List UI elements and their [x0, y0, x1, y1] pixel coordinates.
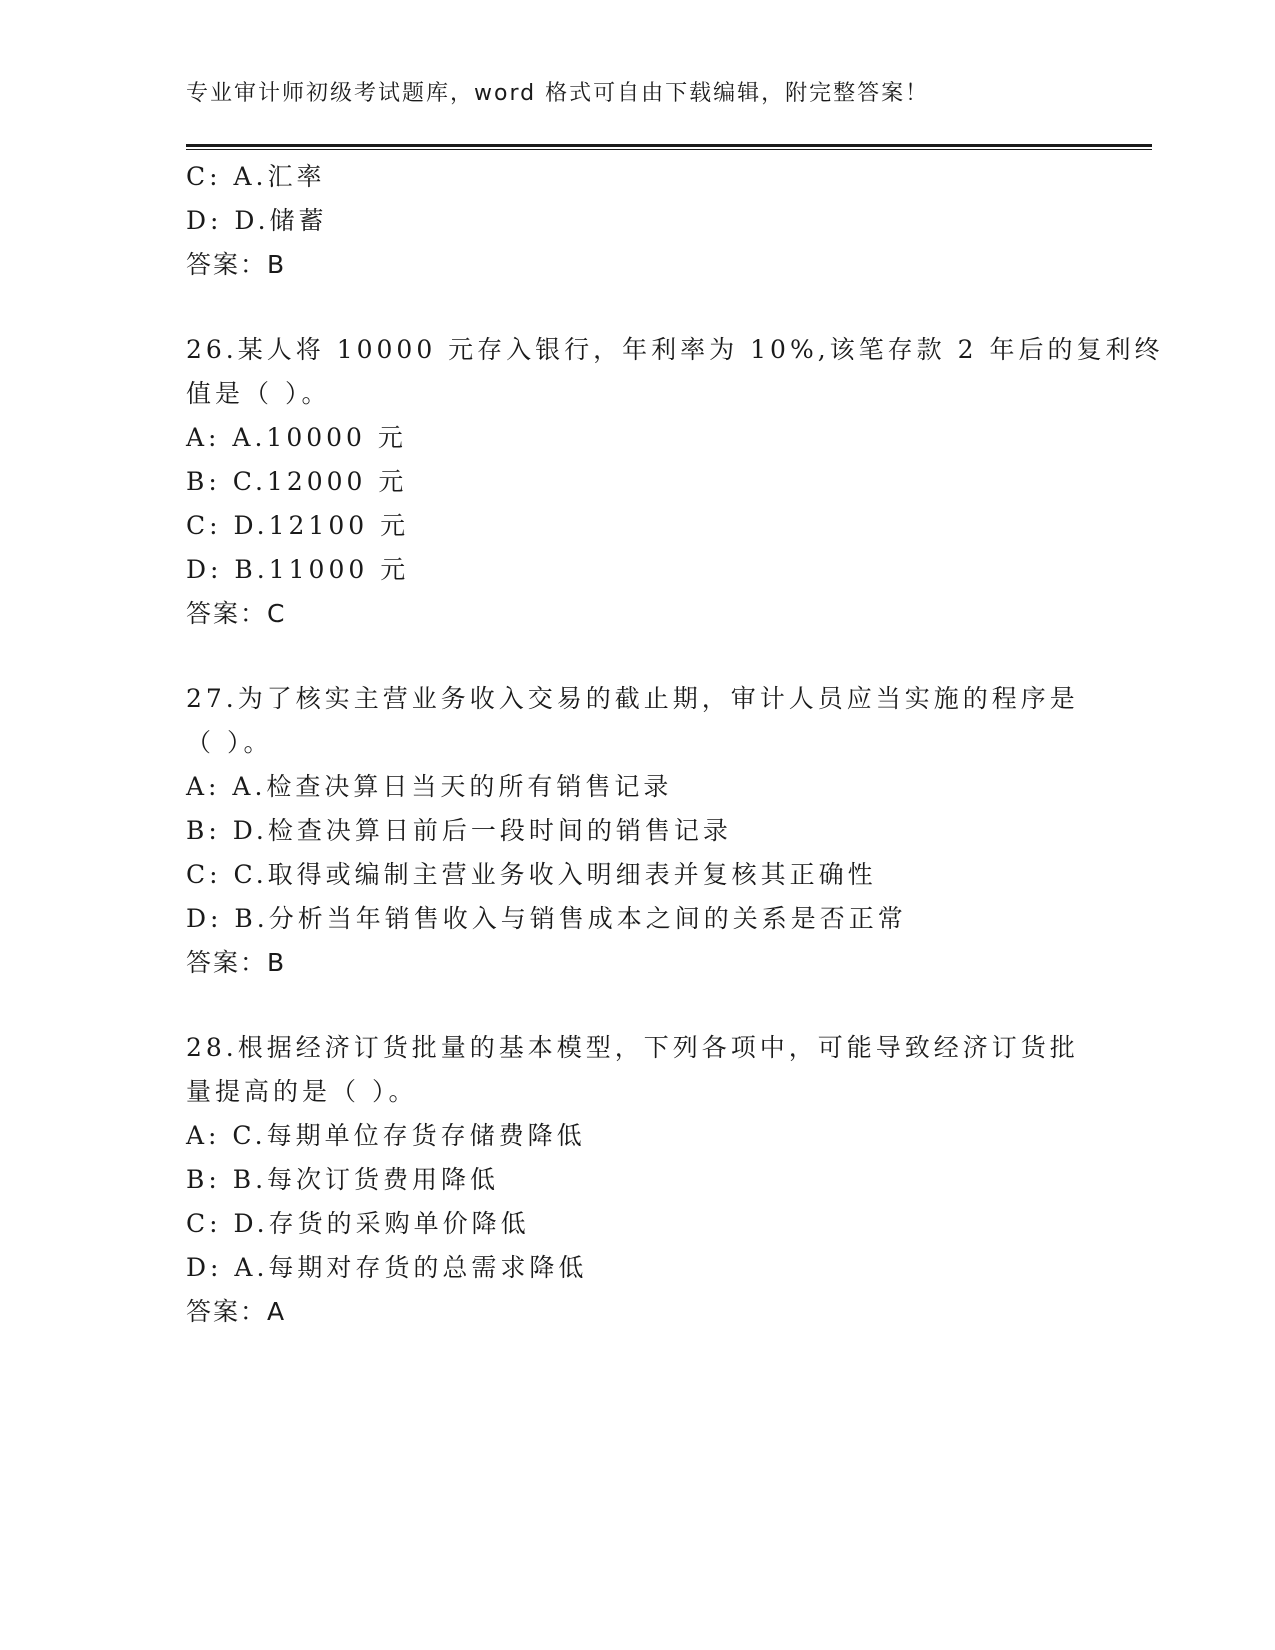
question-28-option-b: B: B.每次订货费用降低 — [186, 1165, 500, 1194]
question-27-stem-line1: 27.为了核实主营业务收入交易的截止期，审计人员应当实施的程序是 — [186, 684, 1079, 713]
page-header: 专业审计师初级考试题库，word 格式可自由下载编辑，附完整答案！ — [186, 81, 930, 106]
question-26-option-a: A: A.10000 元 — [186, 423, 407, 452]
question-26-stem-line1: 26.某人将 10000 元存入银行，年利率为 10%,该笔存款 2 年后的复利终 — [186, 335, 1164, 364]
question-27-option-a: A: A.检查决算日当天的所有销售记录 — [186, 772, 673, 801]
header-rule-thin — [186, 149, 1152, 150]
question-28-stem-line2: 量提高的是（ ）。 — [186, 1077, 418, 1106]
question-28-answer: 答案：A — [186, 1297, 287, 1326]
option-c: C: A.汇率 — [186, 162, 326, 191]
answer-line: 答案：B — [186, 250, 287, 279]
question-27-answer: 答案：B — [186, 948, 287, 977]
question-28-stem-line1: 28.根据经济订货批量的基本模型，下列各项中，可能导致经济订货批 — [186, 1033, 1079, 1062]
question-28-option-a: A: C.每期单位存货存储费降低 — [186, 1121, 586, 1150]
question-27-option-d: D: B.分析当年销售收入与销售成本之间的关系是否正常 — [186, 904, 907, 933]
question-26-answer: 答案：C — [186, 599, 287, 628]
question-28-option-c: C: D.存货的采购单价降低 — [186, 1209, 530, 1238]
question-26-option-c: C: D.12100 元 — [186, 511, 410, 540]
header-rule-thick — [186, 144, 1152, 147]
question-26-option-b: B: C.12000 元 — [186, 467, 408, 496]
question-26-stem-line2: 值是（ ）。 — [186, 379, 331, 408]
question-27-option-b: B: D.检查决算日前后一段时间的销售记录 — [186, 816, 732, 845]
question-26-option-d: D: B.11000 元 — [186, 555, 410, 584]
question-27-stem-line2: （ ）。 — [186, 728, 273, 757]
question-28-option-d: D: A.每期对存货的总需求降低 — [186, 1253, 588, 1282]
question-27-option-c: C: C.取得或编制主营业务收入明细表并复核其正确性 — [186, 860, 877, 889]
option-d: D: D.储蓄 — [186, 206, 328, 235]
